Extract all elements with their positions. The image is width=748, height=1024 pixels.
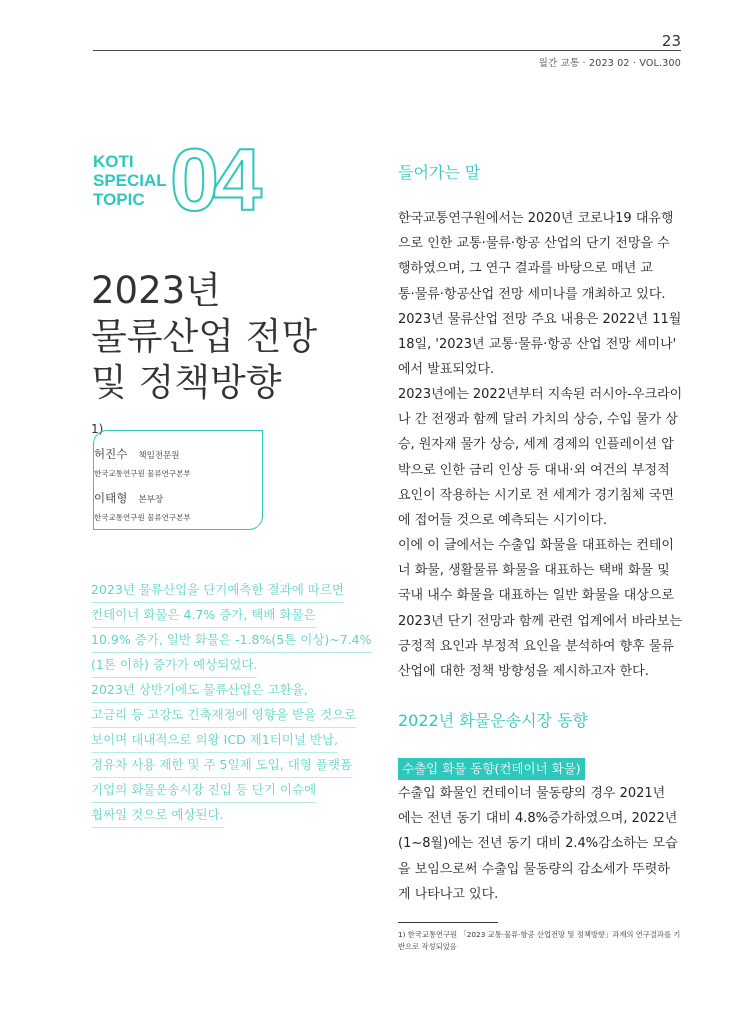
text-line: 18일, '2023년 교통·물류·항공 산업 전망 세미나'	[398, 336, 677, 352]
title-line: 2023년	[91, 269, 221, 312]
text-line: 국내 내수 화물을 대표하는 일반 화물을 대상으로	[398, 588, 674, 604]
title-line: 물류산업 전망	[91, 315, 318, 358]
subsection-label: 수출입 화물 동향(컨테이너 화물)	[398, 758, 585, 780]
text-line: 나 간 전쟁과 함께 달러 가치의 상승, 수입 물가 상	[398, 412, 678, 428]
intro-paragraph	[398, 533, 688, 684]
section-heading: 2022년 화물운송시장 동향	[398, 711, 588, 730]
summary-line: (1톤 이하) 증가가 예상되었다.	[91, 653, 257, 678]
issue-info: 월간 교통 · 2023 02 · VOL.300	[538, 58, 681, 69]
author-role: 본부장	[138, 495, 164, 505]
footnote-divider	[398, 922, 498, 923]
koti-special-topic-label	[93, 152, 167, 209]
intro-paragraph	[398, 382, 688, 533]
text-line: 을 보임으로써 수출입 물동량의 감소세가 뚜렷하	[398, 861, 670, 877]
author-name: 허진수	[94, 447, 128, 461]
text-line: 요인이 작용하는 시기로 전 세계가 경기침체 국면	[398, 487, 674, 503]
text-line: 이에 이 글에서는 수출입 화물을 대표하는 컨테이	[398, 538, 674, 553]
text-line: 너 화물, 생활물류 화물을 대표하는 택배 화물 및	[398, 563, 670, 579]
author-role: 책임전문원	[138, 451, 180, 461]
text-line: 수출입 화물인 컨테이너 물동량의 경우 2021년	[398, 786, 666, 801]
text-line: 에는 전년 동기 대비 4.8%증가하였으며, 2022년	[398, 811, 678, 827]
topic-label-line: KOTI	[93, 152, 134, 171]
summary-line: 보이며 대내적으로 의왕 ICD 제1터미널 반납,	[91, 728, 338, 753]
text-line: 2023년 물류산업 전망 주요 내용은 2022년 11월	[398, 311, 682, 327]
text-line: 게 나타나고 있다.	[398, 886, 499, 902]
article-title	[91, 268, 351, 452]
section-paragraph	[398, 781, 688, 907]
summary-line: 휩싸일 것으로 예상된다.	[91, 803, 224, 828]
text-line: 긍정적 요인과 부정적 요인을 분석하여 향후 물류	[398, 638, 674, 654]
author-organization: 한국교통연구원 물류연구본부	[94, 513, 191, 522]
author-box	[93, 430, 263, 530]
author-entry	[94, 443, 191, 479]
text-line: (1~8월)에는 전년 동기 대비 2.4%감소하는 모습	[398, 836, 678, 852]
summary-line: 2023년 물류산업을 단기예측한 결과에 따르면	[91, 578, 344, 603]
text-line: 2023년에는 2022년부터 지속된 러시아-우크라이	[398, 387, 683, 402]
footnote	[398, 929, 684, 953]
intro-heading: 들어가는 말	[398, 163, 481, 182]
text-line: 한국교통연구원에서는 2020년 코로나19 대유행	[398, 211, 674, 226]
title-line-text: 및 정책방향	[91, 361, 282, 404]
text-line: 에서 발표되었다.	[398, 362, 495, 378]
text-line: 2023년 단기 전망과 함께 관련 업계에서 바라보는	[398, 613, 682, 629]
summary-line: 기업의 화물운송시장 진입 등 단기 이슈에	[91, 778, 316, 803]
summary-line: 고금리 등 고강도 긴축재정에 영향을 받을 것으로	[91, 703, 356, 728]
header-divider	[93, 50, 681, 51]
page-number: 23	[661, 32, 681, 50]
topic-number: 04	[170, 130, 256, 229]
text-line: 행하였으며, 그 연구 결과를 바탕으로 매년 교	[398, 261, 653, 277]
footnote-line: 1) 한국교통연구원 「2023 교통·물류·항공 산업전망 및 정책방향」과제의 연구결과를 기	[398, 930, 681, 939]
text-line: 박으로 인한 금리 인상 등 대내·외 여건의 부정적	[398, 462, 670, 478]
topic-label-line: SPECIAL	[93, 171, 167, 190]
article-summary	[91, 578, 372, 828]
text-line: 에 접어들 것으로 예측되는 시기이다.	[398, 512, 608, 528]
text-line: 으로 인한 교통·물류·항공 산업의 단기 전망을 수	[398, 236, 670, 252]
topic-label-line: TOPIC	[93, 190, 145, 209]
summary-line: 컨테이너 화물은 4.7% 증가, 택배 화물은	[91, 603, 316, 628]
text-line: 승, 원자재 물가 상승, 세계 경제의 인플레이션 압	[398, 437, 674, 453]
author-entry	[94, 487, 191, 523]
summary-line: 10.9% 증가, 일반 화물은 -1.8%(5톤 이상)~7.4%	[91, 628, 372, 653]
footnote-line: 반으로 작성되었음	[398, 942, 457, 951]
summary-line: 경유차 사용 제한 및 주 5일제 도입, 대형 플랫폼	[91, 753, 352, 778]
intro-paragraph	[398, 206, 688, 382]
text-line: 산업에 대한 정책 방향성을 제시하고자 한다.	[398, 663, 649, 679]
author-name: 이태형	[94, 491, 128, 505]
footnote-reference[interactable]: 1)	[91, 422, 104, 436]
text-line: 통·물류·항공산업 전망 세미나를 개최하고 있다.	[398, 286, 666, 302]
summary-line: 2023년 상반기에도 물류산업은 고환율,	[91, 678, 308, 703]
author-organization: 한국교통연구원 물류연구본부	[94, 469, 191, 478]
